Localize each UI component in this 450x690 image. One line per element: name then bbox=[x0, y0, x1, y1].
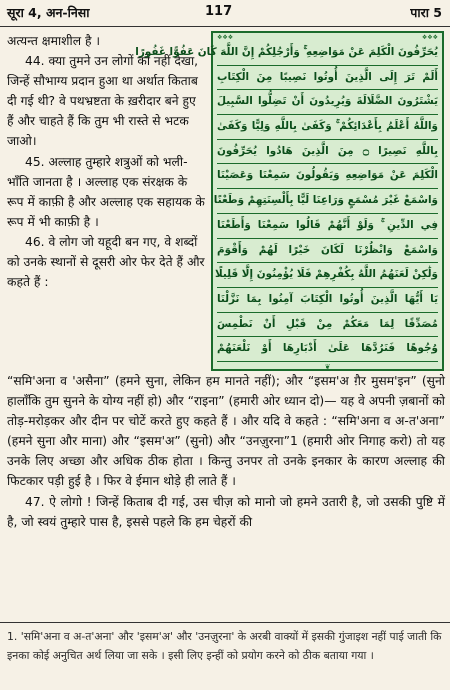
left-text-column bbox=[7, 31, 205, 292]
bottom-ornament-icon: ❦ bbox=[324, 363, 331, 371]
para-label: पारा 5 bbox=[410, 5, 442, 20]
arabic-line: مُصَدِّقًا لِمَا مَعَكُمْ مِنْ قَبْلِ أَنْ نَطْمِسَ bbox=[217, 313, 438, 338]
arabic-line: وَاسْمَعْ وَانْظُرْنَا لَكَانَ خَيْرًا لَهُمْ وَأَقْوَمَ bbox=[217, 239, 438, 264]
arabic-line: الْكَلِمَ عَنْ مَوَاضِعِهِ وَيَقُولُونَ سَمِعْنَا وَعَصَيْنَا bbox=[217, 164, 438, 189]
page-number: 117 bbox=[205, 4, 233, 19]
arabic-text-panel bbox=[135, 31, 444, 371]
verse-45: 45. अल्लाह तुम्हारे शत्रुओं को भली-भाँति जानता है । अल्लाह एक संरक्षक के रूप में काफ़ी है और अल्लाह एक सहायक के रूप में भी काफ़ी है । bbox=[7, 154, 205, 229]
footnote bbox=[7, 628, 443, 665]
footnote-text: 1. 'समि'अना व अ-त'अना' और 'इसम'अ' और 'उनज़ुरना' के अरबी वाक्यों में इसकी गुंजाइश नहीं पाई जाती कि इनका कोई अनुचित अर्थ लिया जा सके । इसी लिए इन्हीं को प्रयोग करने को ठीक बताया गया । bbox=[7, 630, 442, 662]
arabic-line: أَلَمْ تَرَ إِلَى الَّذِينَ أُوتُوا نَصِيبًا مِنَ الْكِتَابِ bbox=[217, 66, 438, 91]
surah-title: सूरा 4, अन-निसा bbox=[7, 5, 90, 20]
arabic-line: فِي الدِّينِ ۚ وَلَوْ أَنَّهُمْ قَالُوا سَمِعْنَا وَأَطَعْنَا bbox=[217, 214, 438, 239]
full-width-text bbox=[7, 371, 445, 532]
arabic-line: وَاسْمَعْ غَيْرَ مُسْمَعٍ وَرَاعِنَا لَيًّا بِأَلْسِنَتِهِمْ وَطَعْنًا bbox=[217, 189, 438, 214]
verse-47: 47. ऐ लोगो ! जिन्हें किताब दी गई, उस चीज़ को मानो जो हमने उतारी है, जो उसकी पुष्टि में है, जो स्वयं तुम्हारे पास है, इससे पहले कि हम चेहरों की bbox=[7, 494, 445, 529]
corner-ornament-icon: ❖❖❖ bbox=[217, 34, 234, 41]
corner-ornament-icon: ❖❖❖ bbox=[421, 34, 438, 41]
arabic-line: وَلَٰكِنْ لَعَنَهُمُ اللَّهُ بِكُفْرِهِمْ فَلَا يُؤْمِنُونَ إِلَّا قَلِيلًا bbox=[217, 263, 438, 288]
arabic-line: يَشْتَرُونَ الضَّلَالَةَ وَيُرِيدُونَ أَنْ تَضِلُّوا السَّبِيلَ bbox=[217, 90, 438, 115]
page-header bbox=[0, 0, 450, 27]
arabic-line: وَاللَّهُ أَعْلَمُ بِأَعْدَائِكُمْ ۚ وَكَفَىٰ بِاللَّهِ وَلِيًّا وَكَفَىٰ bbox=[217, 115, 438, 140]
arabic-line: بِاللَّهِ نَصِيرًا ۝ مِنَ الَّذِينَ هَادُوا يُحَرِّفُونَ bbox=[217, 140, 438, 165]
arabic-line: يُحَرِّفُونَ الْكَلِمَ عَنْ مَوَاضِعِهِ ۚ وَأَرْجُلِكُمْ إِنَّ اللَّهَ كَانَ عَفُوًّا غَفُورًا bbox=[217, 41, 438, 66]
arabic-line: وُجُوهًا فَنَرُدَّهَا عَلَىٰ أَدْبَارِهَا أَوْ نَلْعَنَهُمْ bbox=[217, 337, 438, 362]
verse-46-continuation: “समि'अना व 'असैना” (हमने सुना, लेकिन हम मानते नहीं); और “इसम'अ ग़ैर मुसम'इन” (सुनो हालाँकि तुम सुनने के योग्य नहीं हो) और “राइना” (हमारी ओर ध्यान दो)— यह वे अपनी ज़बानों को तोड़-मरोड़कर और दीन पर चोटें करते हुए कहते हैं । और यदि वे कहते : “समि'अना व अ-त'अना” (हमने सुना और माना) और “इसम'अ” (सुनो) और “उनज़ुरना”1 (हमारी ओर निगाह करो) तो यह उनके लिए अच्छा और अधिक ठीक होता । किन्तु उनपर तो उनके इनकार के कारण अल्लाह की फिटकार पड़ी हुई है । फिर वे ईमान थोड़े ही लाते हैं । bbox=[7, 374, 445, 489]
verse-43-end: अत्यन्त क्षमाशील है । bbox=[7, 34, 101, 48]
footnote-divider bbox=[0, 622, 450, 623]
verse-44: 44. क्या तुमने उन लोगों को नहीं देखा, जिन्हें सौभाग्य प्रदान हुआ था अर्थात किताब दी गई थी? वे पथभ्रष्टता के ख़रीदार बने हुए हैं और चाहते हैं कि तुम भी रास्ते से भटक जाओ। bbox=[7, 54, 199, 149]
arabic-line: يَا أَيُّهَا الَّذِينَ أُوتُوا الْكِتَابَ آمِنُوا بِمَا نَزَّلْنَا bbox=[217, 288, 438, 313]
verse-46-start: 46. वे लोग जो यहूदी बन गए, वे शब्दों को उनके स्थानों से दूसरी ओर फेर देते हैं और कहते हैं : bbox=[7, 234, 205, 290]
